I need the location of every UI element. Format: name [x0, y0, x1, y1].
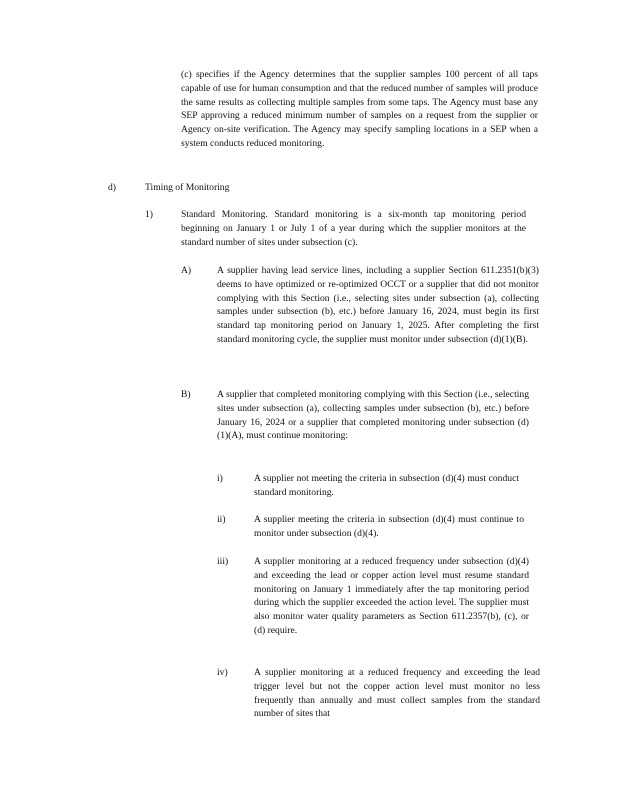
- item-1-label: 1): [145, 209, 153, 220]
- item-a-paragraph: A supplier having lead service lines, including a supplier Section 611.2351(b)(3) deems to have optimized or re-optimized OCCT or a supplier that did not monitor complying with this Section (i.e., selecting sites under subsection (a), collecting samples under subsection (b), etc.) before January 16, 2024, must begin its first standard tap monitoring period on January 1, 2025. After completing the first standard monitoring cycle, the supplier must monitor under subsection (d)(1)(B).: [217, 265, 539, 345]
- item-b-paragraph: A supplier that completed monitoring complying with this Section (i.e., selecting sites under subsection (a), collecting samples under subsection (b), etc.) before January 16, 2024 or a supplier that completed monitoring under subsection (d)(1)(A), must continue monitoring:: [217, 389, 529, 442]
- item-ii-paragraph: A supplier meeting the criteria in subsection (d)(4) must continue to monitor under subsection (d)(4).: [254, 514, 524, 539]
- item-1-paragraph: Standard Monitoring. Standard monitoring is a six-month tap monitoring period beginning on January 1 or July 1 of a year during which the supplier monitors at the standard number of sites under subsection (c).: [181, 209, 526, 248]
- item-iii-label: iii): [217, 556, 229, 567]
- item-b-label: B): [181, 389, 191, 400]
- section-d-title: Timing of Monitoring: [145, 182, 230, 193]
- item-iv-paragraph: A supplier monitoring at a reduced frequency and exceeding the lead trigger level but not the copper action level must monitor no less frequently than annually and must collect samples from the standard number of sites that: [254, 667, 540, 720]
- item-i-label: i): [217, 473, 223, 484]
- item-iii-paragraph: A supplier monitoring at a reduced frequency under subsection (d)(4) and exceeding the lead or copper action level must resume standard monitoring on January 1 immediately after the tap monitoring period during which the supplier exceeded the action level. The supplier must also monitor water quality parameters as Section 611.2357(b), (c), or (d) require.: [254, 556, 529, 636]
- item-ii-label: ii): [217, 514, 226, 525]
- item-iv-label: iv): [217, 667, 228, 678]
- item-i-paragraph: A supplier not meeting the criteria in subsection (d)(4) must conduct standard monitoring.: [254, 473, 519, 498]
- item-a-label: A): [181, 265, 192, 276]
- section-d-label: d): [108, 182, 116, 193]
- intro-paragraph: (c) specifies if the Agency determines that the supplier samples 100 percent of all taps capable of use for human consumption and that the reduced number of samples will produce the same results as collecting multiple samples from some taps. The Agency must base any SEP approving a reduced minimum number of samples on a request from the supplier or Agency on-site verification. The Agency may specify sampling locations in a SEP when a system conducts reduced monitoring.: [181, 69, 538, 149]
